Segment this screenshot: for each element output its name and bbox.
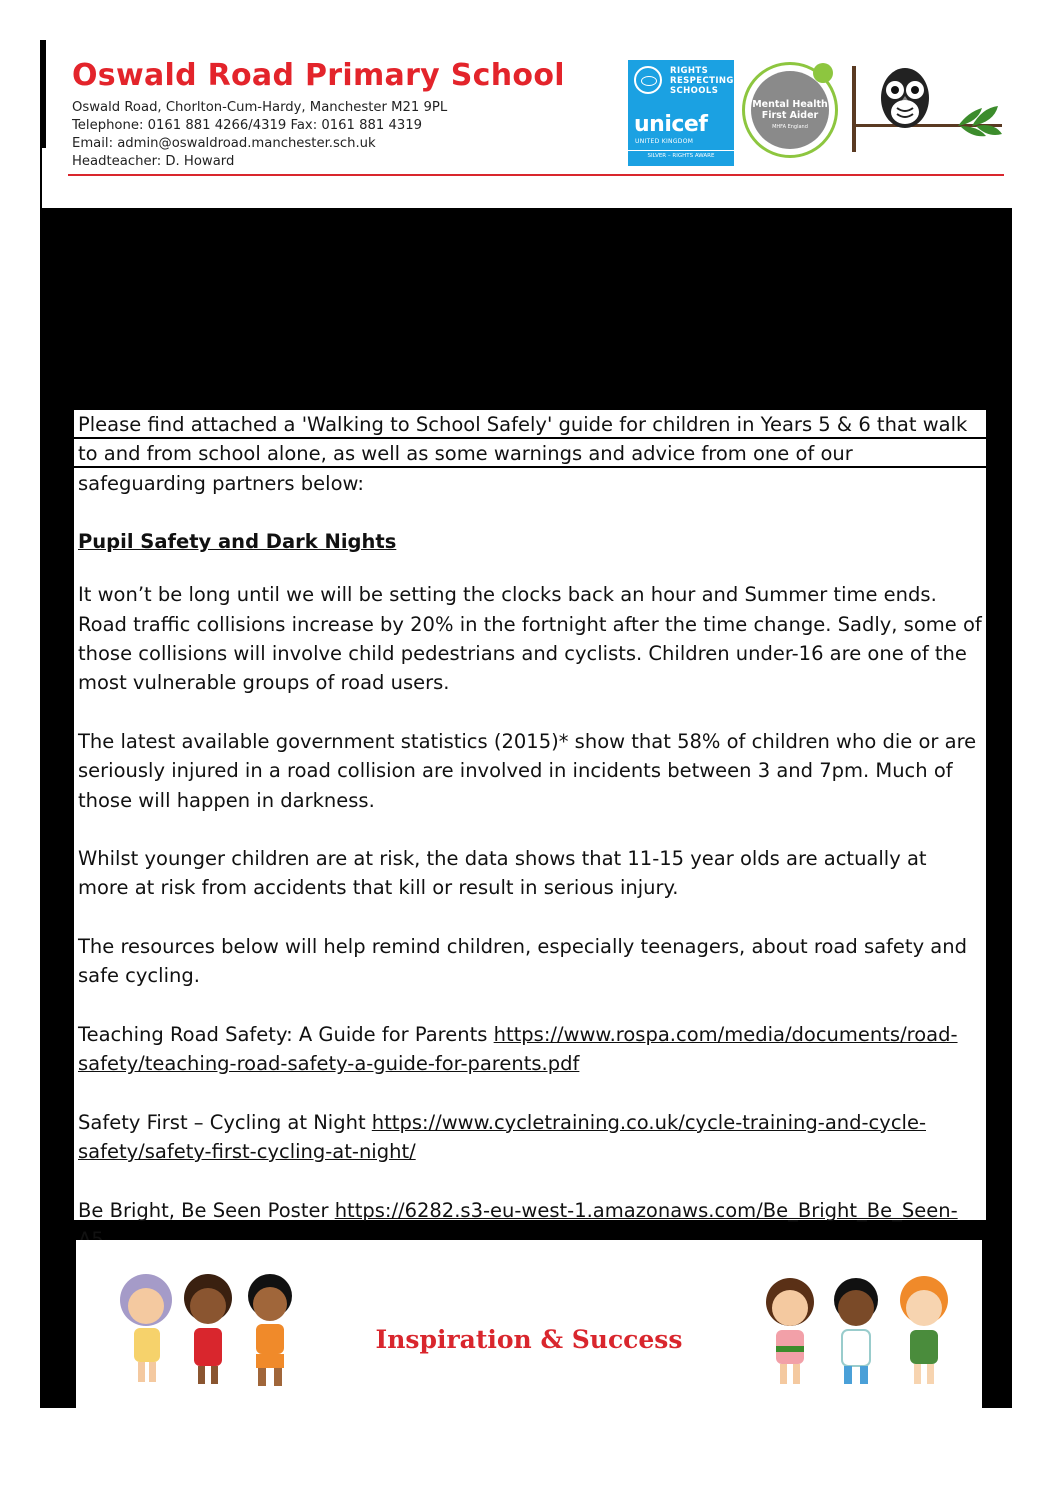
mhfa-inner (751, 71, 829, 149)
resource-cycletraining (78, 1108, 982, 1167)
footer-banner (76, 1240, 982, 1408)
mhfa-leaf-icon (813, 63, 833, 83)
line-rule-1 (74, 437, 986, 439)
mhfa-org: MHFA England (772, 124, 808, 130)
unicef-brand: unicef (634, 112, 708, 137)
school-address: Oswald Road, Chorlton-Cum-Hardy, Manchester M21 9PL (72, 100, 448, 115)
school-slogan: Inspiration & Success (375, 1325, 683, 1354)
resource-cycletraining-link[interactable]: https://www.cycletraining.co.uk/cycle-training-and-cycle-safety/safety-first-cycling-at-night/ (78, 1110, 926, 1164)
left-margin-rule (40, 40, 46, 148)
owl-on-branch-icon (850, 62, 1010, 154)
unicef-rrs-badge (628, 60, 734, 166)
intro-paragraph: Please find attached a 'Walking to School Safely' guide for children in Years 5 & 6 that walk to and from school alone, as well as some warnings and advice from one of our safeguarding partners below: (78, 413, 968, 495)
resource-rospa-label: Teaching Road Safety: A Guide for Parents (78, 1022, 488, 1046)
resource-cycletraining-label: Safety First – Cycling at Night (78, 1110, 366, 1134)
unicef-award-level: SILVER – RIGHTS AWARE (628, 150, 734, 159)
headteacher: Headteacher: D. Howard (72, 154, 235, 169)
letter-body (74, 410, 986, 1220)
rrs-label: RIGHTS RESPECTING SCHOOLS (670, 66, 734, 96)
owl-logo (850, 62, 1010, 154)
school-email: Email: admin@oswaldroad.manchester.sch.uk (72, 136, 376, 151)
resource-bebright-label: Be Bright, Be Seen Poster (78, 1198, 329, 1222)
globe-icon (634, 66, 662, 94)
paragraph-risk: Whilst younger children are at risk, the data shows that 11-15 year olds are actually at more at risk from accidents that kill or result in serious injury. (78, 847, 927, 900)
resource-rospa (78, 1020, 982, 1079)
resource-bebright-link[interactable]: https://6282.s3-eu-west-1.amazonaws.com/Be_Bright_Be_Seen- (334, 1198, 958, 1222)
unicef-country: UNITED KINGDOM (635, 138, 694, 145)
school-name: Oswald Road Primary School (72, 58, 565, 93)
mhfa-title: Mental Health First Aider (752, 99, 828, 121)
paragraph-resources: The resources below will help remind children, especially teenagers, about road safety and safe cycling. (78, 935, 967, 988)
mhfa-badge (742, 62, 838, 158)
line-rule-2 (74, 466, 986, 468)
header-divider (68, 174, 1004, 176)
children-right-illustration (744, 1262, 974, 1392)
left-margin-rule-thin (40, 148, 42, 208)
resource-rospa-link[interactable]: https://www.rospa.com/media/documents/road-safety/teaching-road-safety-a-guide-for-parents.pdf (78, 1022, 958, 1076)
paragraph-clocks: It won’t be long until we will be setting the clocks back an hour and Summer time ends. Road traffic collisions increase by 20% in the fortnight after the time change. Sadly, some of those collisions will involve child pedestrians and cyclists. Children under-16 are one of the most vulnerable groups of road users. (78, 583, 982, 695)
section-heading: Pupil Safety and Dark Nights (78, 530, 397, 554)
school-telephone: Telephone: 0161 881 4266/4319 Fax: 0161 881 4319 (72, 118, 423, 133)
paragraph-statistics: The latest available government statistics (2015)* show that 58% of children who die or are seriously injured in a road collision are involved in incidents between 3 and 7pm. Much of those will happen in darkness. (78, 729, 977, 812)
